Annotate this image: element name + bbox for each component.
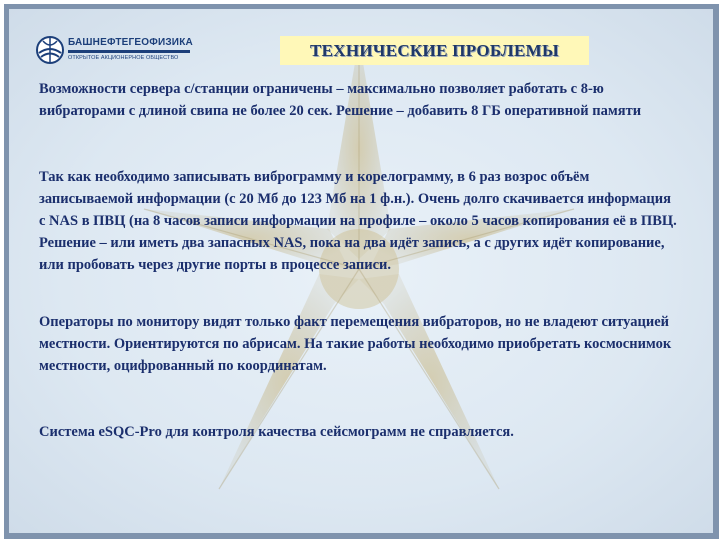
paragraph-operators: Операторы по монитору видят только факт перемещения вибраторов, но не владеют ситуацией местности. Ориентируются по абрисам. На такие работы необходимо приобретать космоснимок местности, оцифрованный по координатам. — [39, 314, 672, 374]
paragraph-server-limits: Возможности сервера с/станции ограничены – максимально позволяет работать с 8-ю вибраторами с длиной свипа не более 20 сек. Решение – добавить 8 ГБ оперативной памяти — [39, 81, 642, 119]
title-box — [280, 36, 589, 65]
slide-title: ТЕХНИЧЕСКИЕ ПРОБЛЕМЫ — [310, 40, 559, 60]
slide — [4, 4, 719, 539]
paragraph-data-volume: Так как необходимо записывать виброграмму и корелограмму, в 6 раз возрос объём записываемой информации (с 20 Мб до 123 Мб на 1 ф.н.). Очень долго скачивается информация с NAS в ПВЦ (на 8 часов записи информации на профиле – около 5 часов копирования её в ПВЦ. Решение – или иметь два запасных NAS, пока на два идёт запись, а с других идёт копирование, или пробовать через другие порты в процессе записи. — [39, 169, 677, 273]
company-logo — [35, 35, 195, 65]
paragraph-esqc: Система eSQC-Pro для контроля качества сейсмограмм не справляется. — [39, 424, 514, 440]
company-name: БАШНЕФТЕГЕОФИЗИКА — [68, 37, 193, 48]
logo-divider — [68, 50, 190, 53]
globe-icon — [35, 35, 65, 65]
company-subtitle: ОТКРЫТОЕ АКЦИОНЕРНОЕ ОБЩЕСТВО — [68, 55, 179, 61]
